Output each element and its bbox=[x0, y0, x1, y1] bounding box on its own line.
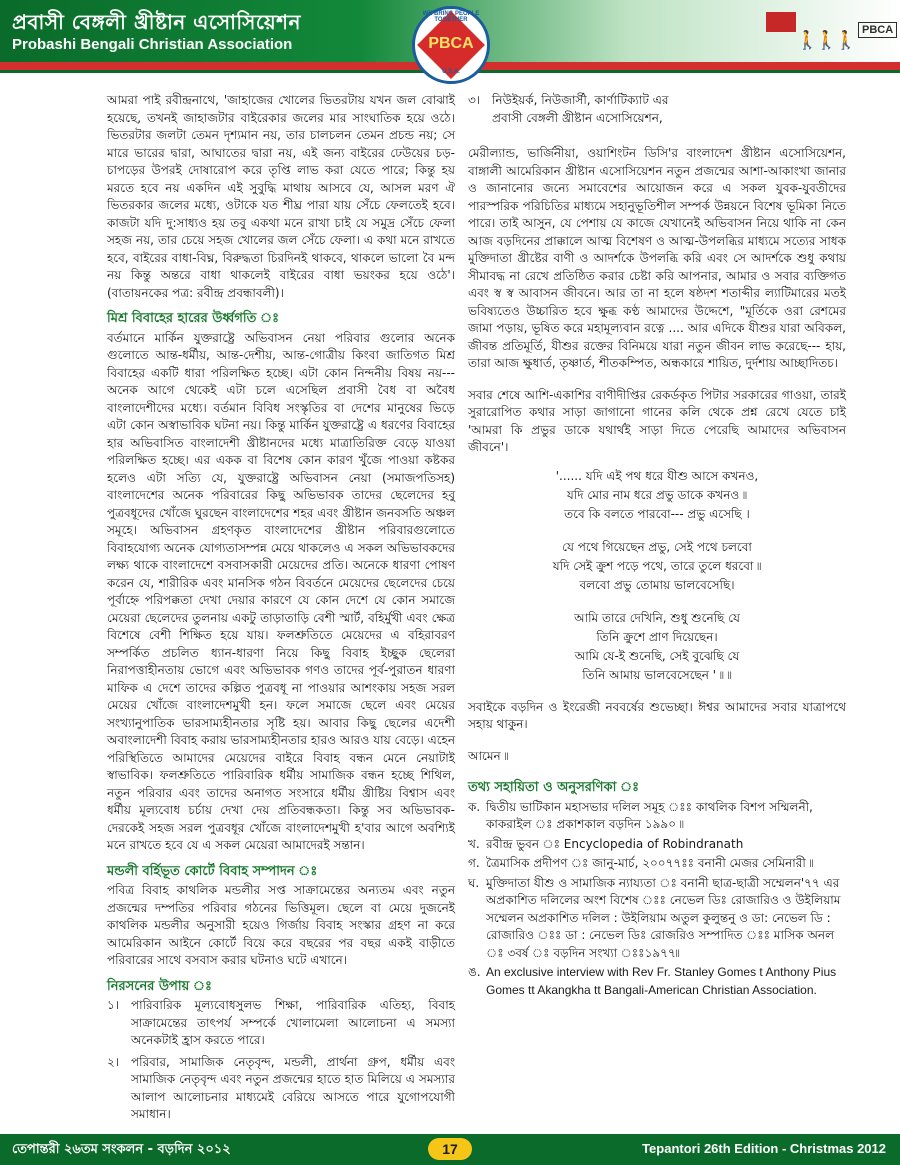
page-number: 17 bbox=[428, 1138, 472, 1160]
poem-line: যদি মোর নাম ধরে প্রভু ডাকে কখনও ৷৷ bbox=[566, 487, 748, 502]
heading-court-marriage: মন্ডলী বর্হিভূত কোর্টে বিবাহ সম্পাদন ঃ bbox=[107, 863, 318, 879]
right-column bbox=[468, 92, 846, 1001]
poem-stanza bbox=[468, 467, 846, 524]
reference-marker: ক. bbox=[468, 799, 481, 814]
list-item bbox=[107, 997, 455, 1050]
poem-line: যদি সেই ক্রুশ পড়ে পথে, তারে তুলে ধরবো ৷৷ bbox=[552, 558, 762, 573]
poem-line: তিনি আমায় ভালবেসেছেন ' ৷৷ ৷৷ bbox=[582, 667, 732, 682]
item3-line1: নিউইয়র্ক, নিউজার্সী, কার্ণাটিক্যাট এর bbox=[492, 93, 669, 107]
footer-edition-bengali: তেপান্তরী ২৬তম সংকলন - বড়দিন ২০১২ bbox=[12, 1142, 231, 1157]
poem-line: যে পথে গিয়েছেন প্রভু, সেই পথে চলবো bbox=[562, 539, 752, 554]
list-item-text bbox=[492, 92, 846, 127]
list-item-text: পরিবার, সামাজিক নেতৃবৃন্দ, মন্ডলী, প্রার্থনা গ্রুপ, ধর্মীয় এবং সামাজিক নেতৃবৃন্দ এবং নতুন প্রজন্মের হাতে হাত মিলিয়ে এ সমস্যার আলাপ আলোচনার মাধ্যমেই বেরিয়ে আসতে পারে যুগোপযোগী সমাধান। bbox=[131, 1054, 455, 1121]
header-title-bengali: প্রবাসী বেঙ্গলী খ্রীষ্টান এসোসিয়েশন bbox=[12, 10, 301, 34]
poem bbox=[468, 467, 846, 685]
poem-line: আমি তারে দেখিনি, শুধু শুনেছি যে bbox=[574, 610, 740, 625]
reference-text: রবীন্দ্র ভুবন ঃ Encyclopedia of Robindranath bbox=[486, 836, 744, 851]
left-column bbox=[107, 92, 455, 1128]
associations-paragraph: মেরীল্যান্ড, ভার্জিনীয়া, ওয়াশিংটন ডিসি'র বাংলাদেশ খ্রীষ্টান এসোসিয়েশন, বাঙ্গালী আমেরিকান খ্রীষ্টান এসোসিয়েশন নতুন প্রজন্মের আশা-আকাংখা জানার ও জানানোর জন্যে সমাবেশের আয়োজন করে এ সকল যুবক-যুবতীদের পারস্পরিক পরিচিতির মাধ্যমে সহানুভূতিশীল সম্পর্ক উন্নয়নে বিশেষ ভূমিকা নিতে পারে। তাই আসুন, যে পেশায় যে কাজে যেখানেই অভিবাসন নিয়ে থাকি না কেন আজ বড়দিনের প্রাক্কালে আত্ম বিশেষণ ও আত্ম-উপলব্ধির মাধ্যমে সত্যের সাধক মুক্তিদাতা খ্রীষ্টের বাণী ও আদর্শকে উপলব্ধি করি এবং সে আদর্শকে শুধু কথায় সীমাবদ্ধ না রেখে প্রতিষ্ঠিত করার চেষ্টা করি আপনার, আমার ও সবার ব্যক্তিগত এবং স্ব স্ব আবাসন জীবনে। আর তা না হলে ষষ্ঠদশ শতাব্দীর ল্যাটিমারের মতই ভবিষ্যতেও উচ্চারিত হবে ক্ষুব্ধ কণ্ঠ আমাদের উদ্দেশে, "মূর্তিকে ওরা রেশমের জামা পড়ায়, ভূষিত করে মহামূল্যবান রত্নে .... আর এদিকে যীশুর যারা অবিকল, জীবন্ত প্রতিমূর্তি, যীশুর রক্তের বিনিময়ে যারা নতুন জীবন লাভ করেছে--- হায়, তারা আজ ক্ষুধার্ত, তৃষ্ণার্ত, শীতকম্পিত, অন্ধকারে শায়িত, দুর্দশায় আচ্ছাদিতচ। bbox=[468, 146, 846, 370]
reference-item bbox=[468, 875, 846, 963]
page-footer bbox=[0, 1134, 900, 1165]
court-marriage-paragraph: পবিত্র বিবাহ কাথলিক মন্ডলীর সপ্ত সাক্রামেন্তের অন্যতম এবং নতুন প্রজন্মের দম্পতির পরিবার গঠনের ভিত্তিমূল। ছেলে বা মেয়ে দুজনেই কাথলিক মন্ডলীর অনুসারী হয়েও গির্জায় বিবাহ সংস্কার গ্রহণ না করে আমেরিকান আইনে কোর্টে বিয়ে করে বছরের পর বছর একই বাড়ীতে পরিবারের সাথে বসবাস করার ঘটনাও ঘটে এখানে। bbox=[107, 883, 455, 967]
amen-text: আমেন ৷৷ bbox=[468, 748, 509, 763]
reference-text: ত্রৈমাসিক প্রদীপণ ঃ জানু-মার্চ, ২০০৭৭ঃঃ বনানী মেজর সেমিনারী ৷৷ bbox=[486, 856, 814, 870]
logo-ring-bottom-text: U.S.A. bbox=[442, 69, 460, 75]
reference-item bbox=[468, 855, 846, 873]
heading-references: তথ্য সহায়িতা ও অনুসরণিকা ঃ bbox=[468, 780, 640, 795]
list-item bbox=[107, 1054, 455, 1124]
list-item bbox=[468, 92, 846, 127]
poem-line: তিনি ক্রুশে প্রাণ দিয়েছেন। bbox=[596, 629, 718, 644]
intro-paragraph: আমরা পাই রবীন্দ্রনাথে, 'জাহাজের খোলের ভিতরটায় যখন জল বোঝাই হয়েছে, তখনই জাহাজটার বাইরেকার জলের মার সাংঘাতিক হয়ে ওঠে। ভিতরটার জলটা তেমন দৃশ্যমান নয়, তার চালচলন তেমন প্রচন্ড নয়; সে মারে ভারের দ্বারা, আঘাতের দ্বারা নয়, এই জন্য বাইরের ঢেউয়ের চড়-চাপড়ের উপরই দোষারোপ করে তৃপ্তি লাভ করা যেতে পারে; কিন্তু হয় মরতে হবে নয় একদিন এই সুবুদ্ধি মাথায় আসবে যে, আসল মরণ ঐ ভিতরকার জলের মধ্যে, ওটাকে যত শীঘ্র পারা যায় সেঁচে ফেলতেই হবে। কাজটা যদি দু:সাধ্যও হয় তবু একথা মনে রাখা চাই যে সমুদ্র সেঁচে ফেলা সহজ নয়, তার চেয়ে সহজ খোলের জল সেঁচে ফেলা। এ কথা মনে রাখতে হবে, বাইরের বাধা-বিঘ্ন, বিরুদ্ধতা চিরদিনই থাকবে, থাকলে ভালো বৈ মন্দ নয় কিন্তু অন্তরে বাধা থাকলেই বাইরের বাধা ভয়ংকর হয়ে ওঠে'। (বাতায়নকের পত্র: রবীন্দ্র প্রবন্ধাবলী)। bbox=[107, 93, 455, 300]
footer-edition-english: Tepantori 26th Edition - Christmas 2012 bbox=[642, 1141, 886, 1156]
reference-marker: খ. bbox=[468, 836, 480, 851]
logo-ring-top-text: WE BRING PEOPLE TOGETHER bbox=[422, 11, 480, 23]
reference-item bbox=[468, 836, 846, 854]
heading-mixed-marriage: মিশ্র বিবাহের হারের উর্ধ্বগতি ঃ bbox=[107, 311, 280, 326]
poem-stanza bbox=[468, 538, 846, 595]
flag-icon bbox=[766, 12, 796, 32]
poem-stanza bbox=[468, 609, 846, 685]
marching-figures-icon: 🚶🚶🚶 bbox=[796, 30, 855, 51]
reference-item bbox=[468, 799, 846, 834]
song-intro-paragraph: সবার শেষে আশি-একাশির বাণীদীপ্তির রেকর্ডকৃত পিটার সরকারের গাওয়া, তারই সুরারোপিত কথার সাড়া জাগানো গানের কলি থেকে প্রশ্ন রেখে যেতে চাই 'আমরা কি প্রভুর ডাকে যথার্থই সাড়া দিতে পেরেছি আমাদের অভিবাসন জীবনে'। bbox=[468, 387, 846, 454]
poem-line: তবে কি বলতে পারবো--- প্রভু এসেছি । bbox=[564, 506, 750, 521]
heading-remedies: নিরসনের উপায় ঃ bbox=[107, 978, 212, 994]
reference-text: দ্বিতীয় ভাটিকান মহাসভার দলিল সমূহ ঃঃ কাথলিক বিশপ সম্মিলনী, কাকরাইল ঃ প্রকাশকাল বড়দিন ১৯৯০ ৷৷ bbox=[486, 799, 813, 831]
list-item-number: ১। bbox=[107, 998, 120, 1012]
item3-line2: প্রবাসী বেঙ্গলী খ্রীষ্টান এসোসিয়েশন, bbox=[492, 110, 663, 125]
header-title-english: Probashi Bengali Christian Association bbox=[12, 36, 293, 53]
list-item-number: ৩। bbox=[468, 93, 481, 107]
pbca-emblem bbox=[762, 8, 894, 54]
reference-marker: গ. bbox=[468, 856, 480, 870]
poem-line: বলবো প্রভু তোমায় ভালবেসেছি। bbox=[579, 577, 735, 592]
poem-line: '...... যদি এই পথ ধরে যীশু আসে কখনও, bbox=[555, 468, 759, 483]
greeting-paragraph: সবাইকে বড়দিন ও ইংরেজী নববর্ষের শুভেচ্ছা। ঈশ্বর আমাদের সবার যাত্রাপথে সহায় থাকুন। bbox=[468, 699, 846, 731]
poem-line: আমি যে-ই শুনেছি, সেই বুঝেছি যে bbox=[574, 648, 740, 663]
reference-text: An exclusive interview with Rev Fr. Stanley Gomes t Anthony Pius Gomes tt Akangkha tt Bangali-American Christian Association. bbox=[486, 965, 837, 997]
pbca-logo bbox=[412, 6, 490, 84]
logo-letters: PBCA bbox=[428, 35, 474, 52]
list-item-number: ২। bbox=[107, 1054, 120, 1069]
list-item-text: পারিবারিক মূল্যবোধসুলভ শিক্ষা, পারিবারিক এতিহ্য, বিবাহ সাক্রামেন্তের তাৎপর্য সম্পর্কে খোলামেলা আলোচনা এ সমস্যা অনেকটাই হ্রাস করতে পারে। bbox=[131, 998, 455, 1047]
reference-text: মুক্তিদাতা যীশু ও সামাজিক ন্যায্যতা ঃ বনানী ছাত্র-ছাত্রী সম্মেলন'৭৭ এর অপ্রকাশিত দলিলের অংশ বিশেষ ঃঃ নেভেল ডিঃ রোজারিও ও উইলিয়াম সম্মেলন অপ্রকাশিত দলিল : উইলিয়াম অতুল কুলুন্তনু ও ডা: নেভেল ডি : রোজারিও ঃঃ ডা : নেভেল ডিঃ রোজরিও সম্পাদিত ঃঃ মাসিক অনল ঃ ৩বর্ষ ঃ বড়দিন সংখ্যা ঃঃ১৯৭৭৷৷ bbox=[486, 875, 841, 960]
pbca-label: PBCA bbox=[858, 22, 897, 38]
reference-marker: ঘ. bbox=[468, 875, 480, 890]
reference-item bbox=[468, 964, 846, 999]
mixed-marriage-paragraph: বর্তমানে মার্কিন যুক্তরাষ্ট্রে অভিবাসন নেয়া পরিবার গুলোর অনেক গুলোতে আন্ত-ধর্মীয়, আন্ত-দেশীয়, আন্ত-গোত্রীয় কিংবা জাতিগত মিশ্র বিবাহের একটি ধারা পরিলক্ষিত হচ্ছে। এটা কোন নিন্দনীয় বিষয় নয়--- অনেক আগে থেকেই এটা চলে এসেছিল প্রবাসী বৈধ বা অবৈধ বাংলাদেশীদের মধ্যে। বর্তমান বিবিধ সংস্কৃতির বা দেশের মানুষের ভিড়ে এটা কোন অস্বাভাবিক ঘটনা নয়। কিন্তু মার্কিন যুক্তরাষ্ট্রে এ ধরণের বিবাহের হার অভিবাসিত বাংলাদেশী খ্রীষ্টানদের মধ্যে মাত্রাতিরিক্ত বেড়ে যাওয়া পরিলক্ষিত হচ্ছে। এর একক বা বিশেষ কোন কারণ খুঁজে পাওয়া কষ্টকর হলেও এটা সত্যি যে, যুক্তরাষ্ট্রে অভিবাসন নেয়া (সমাজপতিসহ) বাংলাদেশের অনেক পরিবারের কিছু অভিভাবক তাদের ছেলেদের হবু পুত্রবধূদের খোঁজে ঘুরছেন বাংলাদেশের শহর এবং খ্রীষ্টান জনবসতি অঞ্চল সমূহে। অভিবাসন গ্রহণকৃত বাংলাদেশের খ্রীষ্টান পরিবারগুলোতে বিবাহযোগ্য অনেক যোগ্যতাসম্পন্ন মেয়ে থাকলেও এ সকল অভিভাবকদের লক্ষ্য থাকে বাংলাদেশে বসবাসকারী মেয়েদের প্রতি। অনেকে ধারণা পোষণ করেন যে, শারীরিক এবং মানসিক গঠন বিবর্তনে মেয়েদের ছেলেদের চেয়ে পূর্বাহ্নে পরিপক্কতা দেখা দেয়ার কারণে যে কোন দেশে যে কোন সমাজে মেয়েরা ছেলেদের তুলনায় একটু তাড়াতাড়ি বেশী স্মার্ট, বহির্মুখী এবং ক্ষেত্র বিশেষে বেশী শিক্ষিত হয়ে যায়। ফলশ্রুতিতে মেয়েদের এ বহিরাবরণ সম্পর্কিত প্রচলিত ধ্যান-ধারণা নিয়ে কিছু বিবাহ ইচ্ছুক ছেলেরা নিরাপত্তাহীনতায় ভোগে এবং অভিভাবক গণও তাদের পূর্ব-পুরাতন ধারণা মাফিক এ দেশে তাদের কল্পিত পুত্রবধূ না পাওয়ার আশংকায় সহজ সরল মেয়ের খোঁজে বাংলাদেশমুখী হন। ফলে সমাজে ছেলে এবং মেয়ের সংখ্যানুপাতিক ভারসাম্যহীনতার সৃষ্টি হয়। আবার কিছু ছেলের এদেশী অবাংলাদেশী বিবাহ করায় ভারসাম্যহীনতার হারও আরও যায় বেড়ে। এহেন পরিস্থিতিতে আমাদের মেয়েদের বাইরে বিবাহ বন্ধন মেনে নেয়াটাই স্বাভাবিক। ফলশ্রুতিতে পারিবারিক ধর্মীয় সামাজিক বন্ধন হচ্ছে শিথিল, নতুন পরিবার এবং তাদের অনাগত সংসারে ধর্মীয় খ্রীষ্টিয় বিশ্বাস এবং ধর্মীয় মূল্যবোধ চর্চায় দেখা দেয় প্রতিবন্ধকতা। কিন্তু সব অভিভাবক- দেরকেই সহজ সরল পুত্রবধূর খোঁজে বাংলাদেশমুখী হ'বার আগে অবশ্যিই মনে রাখতে হবে যে এ সকল মেয়েরা আমাদেরই সন্তান। bbox=[107, 330, 455, 852]
reference-marker: ঙ. bbox=[468, 965, 481, 979]
